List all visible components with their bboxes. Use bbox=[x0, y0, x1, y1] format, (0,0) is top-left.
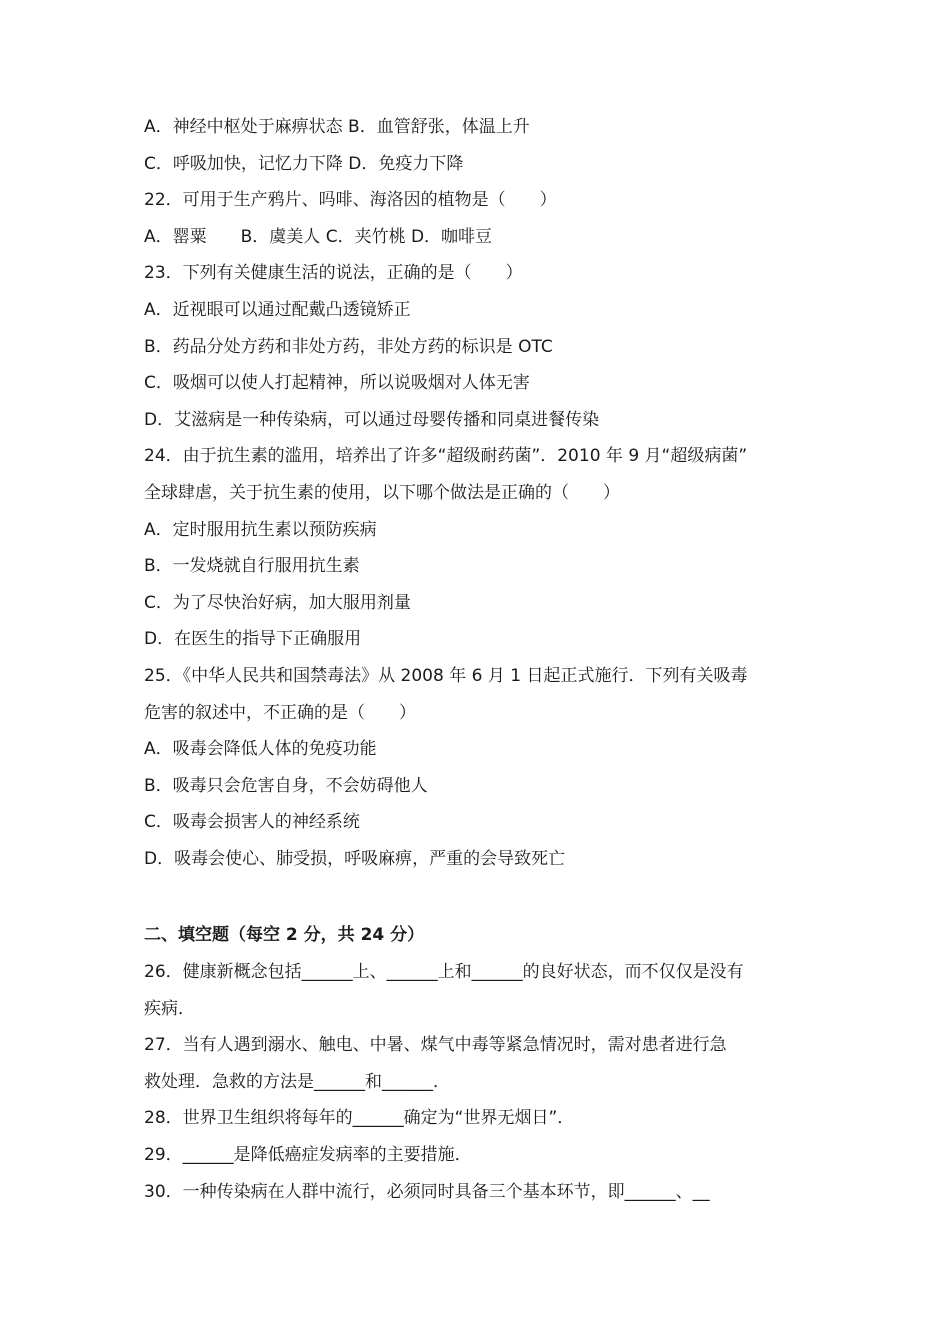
text-line: 疾病． bbox=[144, 998, 195, 1019]
text-line: B．药品分处方药和非处方药，非处方药的标识是 OTC bbox=[144, 336, 553, 357]
question-block-top bbox=[144, 109, 824, 877]
text-line: 危害的叙述中，不正确的是（ ） bbox=[144, 702, 416, 723]
question-24: 24．由于抗生素的滥用，培养出了许多“超级耐药菌”．2010 年 9 月“超级病菌” bbox=[144, 446, 748, 467]
question-25: 25．《中华人民共和国禁毒法》从 2008 年 6 月 1 日起正式施行．下列有关吸毒 bbox=[144, 665, 748, 686]
text-line: B．一发烧就自行服用抗生素 bbox=[144, 556, 360, 577]
text-line: 救处理．急救的方法是______和______． bbox=[144, 1071, 450, 1092]
question-block-bottom bbox=[144, 954, 824, 1210]
text-line: C．呼吸加快，记忆力下降 D．免疫力下降 bbox=[144, 153, 464, 174]
question-27: 27．当有人遇到溺水、触电、中暑、煤气中毒等紧急情况时，需对患者进行急 bbox=[144, 1035, 727, 1056]
text-line: A．定时服用抗生素以预防疾病 bbox=[144, 519, 377, 540]
question-23: 23．下列有关健康生活的说法，正确的是（ ） bbox=[144, 263, 523, 284]
text-line: D．在医生的指导下正确服用 bbox=[144, 629, 362, 650]
text-line: D．吸毒会使心、肺受损，呼吸麻痹，严重的会导致死亡 bbox=[144, 848, 566, 869]
text-line: B．吸毒只会危害自身，不会妨碍他人 bbox=[144, 775, 428, 796]
text-line: C．吸烟可以使人打起精神，所以说吸烟对人体无害 bbox=[144, 373, 530, 394]
text-line: A．神经中枢处于麻痹状态 B．血管舒张，体温上升 bbox=[144, 117, 530, 137]
question-26: 26．健康新概念包括______上、______上和______的良好状态，而不仅仅是没有 bbox=[144, 962, 744, 983]
text-line: C．为了尽快治好病，加大服用剂量 bbox=[144, 592, 411, 613]
text-line: A．吸毒会降低人体的免疫功能 bbox=[144, 739, 377, 760]
text-line: A．罂粟 B．虞美人 C．夹竹桃 D．咖啡豆 bbox=[144, 226, 493, 247]
question-30: 30．一种传染病在人群中流行，必须同时具备三个基本环节，即______、__ bbox=[144, 1181, 710, 1202]
text-line: D．艾滋病是一种传染病，可以通过母婴传播和同桌进餐传染 bbox=[144, 409, 600, 430]
text-line: 全球肆虐，关于抗生素的使用，以下哪个做法是正确的（ ） bbox=[144, 482, 620, 503]
section-heading: 二、填空题（每空 2 分，共 24 分） bbox=[144, 925, 425, 946]
document-page bbox=[144, 109, 824, 1210]
text-line: C．吸毒会损害人的神经系统 bbox=[144, 812, 360, 833]
question-28: 28．世界卫生组织将每年的______确定为“世界无烟日”． bbox=[144, 1108, 575, 1129]
question-22: 22．可用于生产鸦片、吗啡、海洛因的植物是（ ） bbox=[144, 190, 557, 211]
question-29: 29．______是降低癌症发病率的主要措施． bbox=[144, 1145, 472, 1166]
text-line: A．近视眼可以通过配戴凸透镜矫正 bbox=[144, 299, 411, 320]
